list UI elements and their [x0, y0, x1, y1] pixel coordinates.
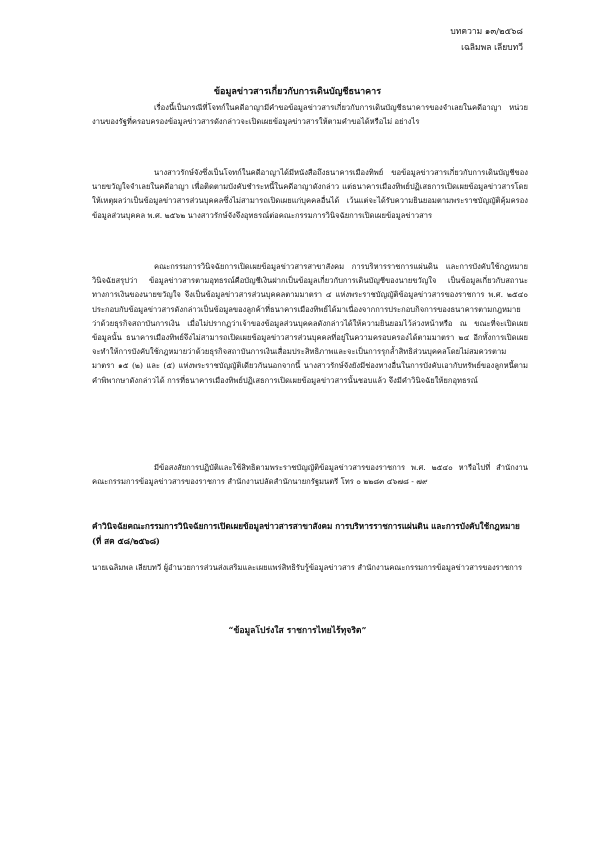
decision-paragraph: คณะกรรมการวินิจฉัยการเปิดเผยข้อมูลข่าวสารสาขาสังคม การบริหารราชการแผ่นดิน และการบังคับใช้กฎหมายวินิจฉัยสรุปว่า ข้อมูลข่าวสารตามอุทธรณ์คือบัญชีเงินฝากเป็นข้อมูลเกี่ยวกับการเดินบัญชีของนายขวัญใจ เป็นข้อมูลเกี่ยวกับสถานะทางการเงินของนายขวัญใจ จึงเป็นข้อมูลข่าวสารส่วนบุคคลตามมาตรา ๔ แห่งพระราชบัญญัติข้อมูลข่าวสารของราชการ พ.ศ. ๒๕๔๐ ประกอบกับข้อมูลข่าวสารดังกล่าวเป็นข้อมูลของลูกค้าที่ธนาคารเมืองทิพย์ได้มาเนื่องจากการประกอบกิจการของธนาคารตามกฎหมายว่าด้วยธุรกิจสถาบันการเงิน เมื่อไม่ปรากฏว่าเจ้าของข้อมูลส่วนบุคคลดังกล่าวได้ให้ความยินยอมไว้ล่วงหน้าหรือ ณ ขณะที่จะเปิดเผยข้อมูลนั้น ธนาคารเมืองทิพย์จึงไม่สามารถเปิดเผยข้อมูลข่าวสารส่วนบุคคลที่อยู่ในความครอบครองได้ตามมาตรา ๒๔ อีกทั้งการเปิดเผยจะทำให้การบังคับใช้กฎหมายว่าด้วยธุรกิจสถาบันการเงินเสื่อมประสิทธิภาพและจะเป็นการรุกล้ำสิทธิส่วนบุคคลโดยไม่สมควรตามมาตรา ๑๕ (๒) และ (๕) แห่งพระราชบัญญัติเดียวกันนอกจากนี้ นางสาวรักษ์จังยังมีช่องทางอื่นในการบังคับเอากับทรัพย์ของลูกหนี้ตามคำพิพากษาดังกล่าวได้ การที่ธนาคารเมืองทิพย์ปฏิเสธการเปิดเผยข้อมูลข่าวสารนั้นชอบแล้ว จึงมีคำวินิจฉัยให้ยกอุทธรณ์	[92, 262, 528, 385]
motto: “ข้อมูลโปร่งใส ราชการไทยไร้ทุจริต”	[228, 626, 367, 636]
facts-paragraph: นางสาวรักษ์จังซึ่งเป็นโจทก์ในคดีอาญาได้มีหนังสือถึงธนาคารเมืองทิพย์ ขอข้อมูลข่าวสารเกี่ยวกับการเดินบัญชีของนายขวัญใจจำเลยในคดีอาญา เพื่อติดตามบังคับชำระหนี้ในคดีอาญาดังกล่าว แต่ธนาคารเมืองทิพย์ปฏิเสธการเปิดเผยข้อมูลข่าวสารโดยให้เหตุผลว่าเป็นข้อมูลข่าวสารส่วนบุคคลซึ่งไม่สามารถเปิดเผยแก่บุคคลอื่นได้ เว้นแต่จะได้รับความยินยอมตามพระราชบัญญัติคุ้มครองข้อมูลส่วนบุคคล พ.ศ. ๒๕๖๒ นางสาวรักษ์จังจึงอุทธรณ์ต่อคณะกรรมการวินิจฉัยการเปิดเผยข้อมูลข่าวสาร	[92, 168, 528, 220]
intro-paragraph: เรื่องนี้เป็นกรณีที่โจทก์ในคดีอาญามีคำขอข้อมูลข่าวสารเกี่ยวกับการเดินบัญชีธนาคารของจำเลยในคดีอาญา หน่วยงานของรัฐที่ครอบครองข้อมูลข่าวสารดังกล่าวจะเปิดเผยข้อมูลข่าวสารให้ตามคำขอได้หรือไม่ อย่างไร	[92, 103, 528, 127]
author-credit: นายเฉลิมพล เลียบทวี ผู้อำนวยการส่วนส่งเสริมและเผยแพร่สิทธิรับรู้ข้อมูลข่าวสาร สำนักงานคณะกรรมการข้อมูลข่าวสารของราชการ	[92, 563, 523, 572]
document-header	[450, 24, 523, 56]
contact-paragraph: มีข้อสงสัยการปฏิบัติและใช้สิทธิตามพระราชบัญญัติข้อมูลข่าวสารของราชการ พ.ศ. ๒๕๔๐ หารือไปที่ สำนักงานคณะกรรมการข้อมูลข่าวสารของราชการ สำนักงานปลัดสำนักนายกรัฐมนตรี โทร ๐ ๒๒๘๓ ๔๖๗๘ - ๗๙	[92, 463, 528, 487]
ruling-reference: คำวินิจฉัยคณะกรรมการวินิจฉัยการเปิดเผยข้อมูลข่าวสารสาขาสังคม การบริหารราชการแผ่นดิน และการบังคับใช้กฎหมาย (ที่ สค ๕๘/๒๕๖๘)	[92, 521, 520, 546]
page-title: ข้อมูลข่าวสารเกี่ยวกับการเดินบัญชีธนาคาร	[213, 87, 382, 97]
author-name: เฉลิมพล เลียบทวี	[461, 43, 523, 53]
article-number: บทความ ๑๓/๒๕๖๘	[450, 27, 523, 37]
